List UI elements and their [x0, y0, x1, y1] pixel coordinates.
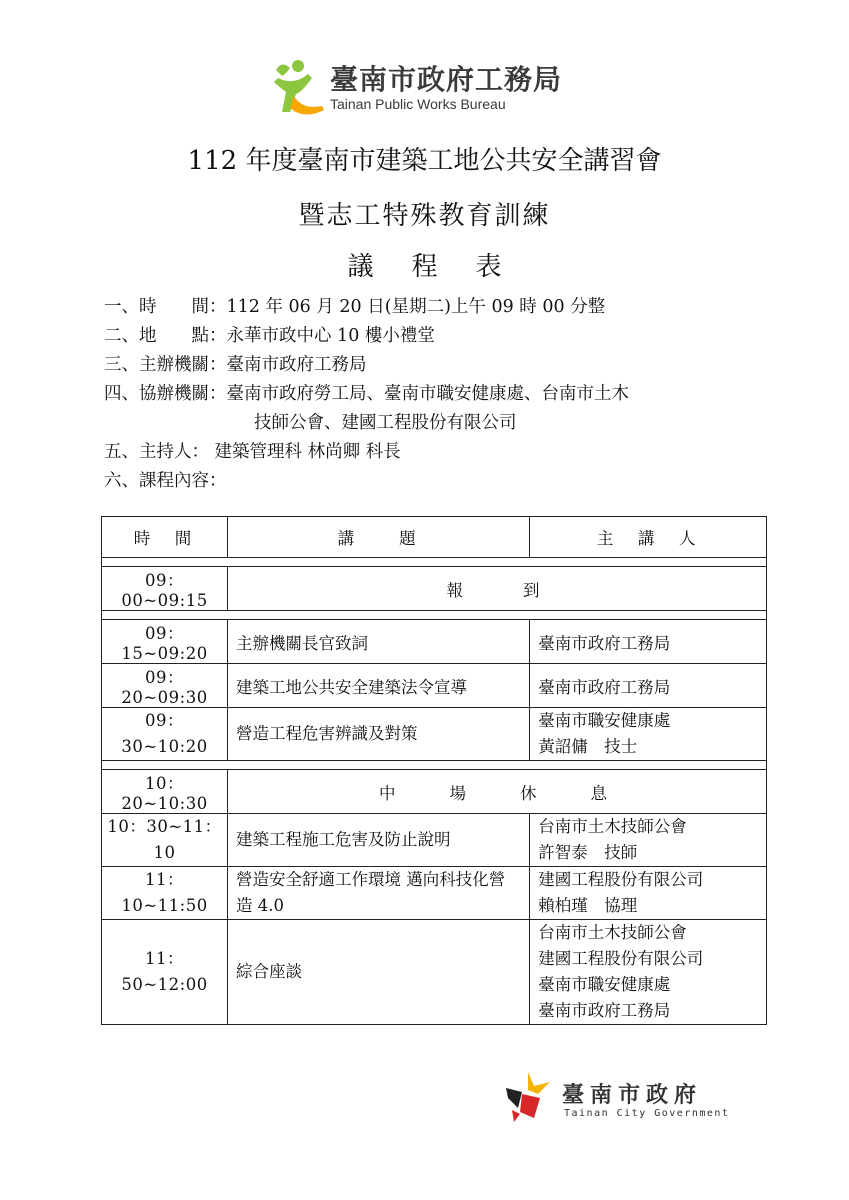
row-topic: 建築工地公共安全建築法令宣導 [228, 664, 530, 708]
row-speaker [530, 867, 767, 920]
row-time: 11：50~12:00 [102, 920, 228, 1025]
agenda-table [101, 516, 767, 1025]
row-time: 09：15~09:20 [102, 620, 228, 664]
document-subtitle: 暨志工特殊教育訓練 [298, 201, 551, 231]
info-organizer: 三、主辦機關：臺南市政府工務局 [104, 355, 367, 375]
table-row [102, 567, 767, 611]
table-row [102, 664, 767, 708]
row-speaker: 臺南市政府工務局 [530, 620, 767, 664]
row-topic: 營造工程危害辨識及對策 [228, 708, 530, 761]
event-info [104, 293, 629, 496]
row-speaker [530, 920, 767, 1025]
city-government-logo [500, 1068, 740, 1128]
info-host: 五、主持人： 建築管理科 林尚卿 科長 [104, 442, 401, 462]
header-time: 時 間 [102, 517, 228, 558]
row-time: 09：30~10:20 [102, 708, 228, 761]
tainan-city-emblem-icon [500, 1068, 556, 1124]
bureau-name-zh: 臺南市政府工務局 [330, 63, 563, 96]
row-topic: 主辦機關長官致詞 [228, 620, 530, 664]
row-topic: 建築工程施工危害及防止說明 [228, 814, 530, 867]
government-name-zh: 臺南市政府 [562, 1083, 703, 1108]
speaker-line: 台南市土木技師公會 [538, 817, 687, 836]
table-row [102, 770, 767, 814]
row-time: 11：10~11:50 [102, 867, 228, 920]
speaker-line: 賴柏瑾 協理 [538, 896, 638, 915]
info-co-organizers-cont: 技師公會、建國工程股份有限公司 [254, 413, 517, 433]
row-speaker: 臺南市政府工務局 [530, 664, 767, 708]
row-speaker [530, 814, 767, 867]
speaker-line: 臺南市職安健康處 [538, 975, 671, 994]
speaker-line: 黃詔傭 技士 [538, 737, 638, 756]
row-topic: 中場休息 [228, 770, 767, 814]
row-topic: 報到 [228, 567, 767, 611]
row-time: 10：20~10:30 [102, 770, 228, 814]
row-time: 09：20~09:30 [102, 664, 228, 708]
speaker-line: 臺南市職安健康處 [538, 711, 671, 730]
table-row [102, 867, 767, 920]
info-course-content: 六、課程內容： [104, 471, 227, 491]
table-row [102, 814, 767, 867]
info-co-organizers: 四、協辦機關：臺南市政府勞工局、臺南市職安健康處、台南市土木 [104, 384, 629, 404]
speaker-line: 建國工程股份有限公司 [538, 949, 704, 968]
speaker-line: 建國工程股份有限公司 [538, 870, 704, 889]
figure-logo-icon [268, 56, 328, 120]
info-location: 二、地 點：永華市政中心 10 樓小禮堂 [104, 326, 435, 346]
agenda-heading: 議程表 [347, 252, 540, 282]
row-speaker [530, 708, 767, 761]
table-row [102, 708, 767, 761]
row-time: 10：30~11：10 [102, 814, 228, 867]
table-header-row [102, 517, 767, 558]
bureau-name-en: Tainan Public Works Bureau [330, 96, 506, 112]
row-time: 09：00~09:15 [102, 567, 228, 611]
speaker-line: 臺南市政府工務局 [538, 1001, 671, 1020]
header-speaker: 主 講 人 [530, 517, 767, 558]
government-name-en: Tainan City Government [564, 1108, 730, 1119]
works-bureau-logo [268, 56, 588, 120]
table-row [102, 620, 767, 664]
speaker-line: 許智泰 技師 [538, 843, 638, 862]
info-time: 一、時 間：112 年 06 月 20 日(星期二)上午 09 時 00 分整 [104, 297, 606, 317]
row-topic: 營造安全舒適工作環境 邁向科技化營造 4.0 [228, 867, 530, 920]
header-topic: 講 題 [228, 517, 530, 558]
row-topic: 綜合座談 [228, 920, 530, 1025]
table-row [102, 920, 767, 1025]
document-title: 112 年度臺南市建築工地公共安全講習會 [187, 146, 662, 176]
speaker-line: 台南市土木技師公會 [538, 923, 687, 942]
